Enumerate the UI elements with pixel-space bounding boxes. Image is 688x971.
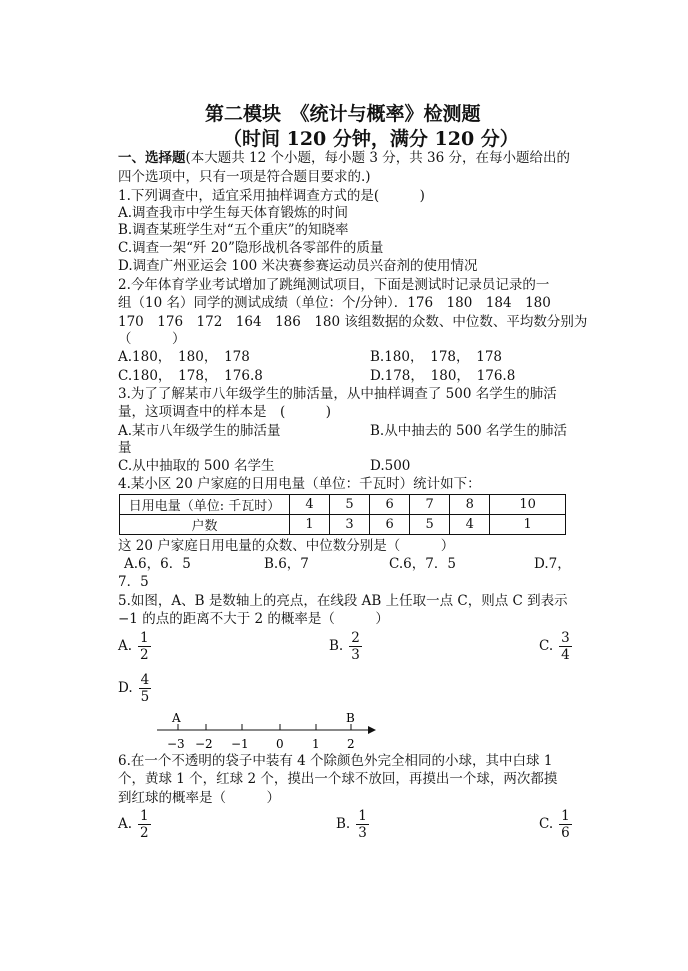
table-cell: 4 [290, 495, 330, 515]
option-label: C. [539, 638, 554, 654]
q4-option-d-cont: 7．5 [118, 574, 149, 590]
fraction [356, 808, 369, 841]
fraction-numerator: 3 [561, 630, 570, 646]
tick-label: 1 [312, 737, 320, 751]
q1-option-b: B.调查某班学生对“五个重庆”的知晓率 [118, 222, 349, 238]
q3-option-d: D.500 [370, 458, 411, 474]
q6-option-b [336, 808, 369, 841]
q6-line3: 到红球的概率是（ ） [118, 790, 280, 806]
table-header-cell: 日用电量（单位: 千瓦时） [120, 495, 290, 515]
fraction-numerator: 1 [561, 808, 570, 824]
fraction [559, 630, 572, 663]
q3-option-b-cont: 量 [118, 440, 132, 456]
q4-question: 这 20 户家庭日用电量的众数、中位数分别是（ ） [118, 538, 455, 554]
q1-option-c: C.调查一架“歼 20”隐形战机各零部件的质量 [118, 240, 384, 256]
option-label: D. [118, 680, 133, 696]
fraction-numerator: 1 [358, 808, 367, 824]
section-intro-text: (本大题共 12 个小题，每小题 3 分，共 36 分，在每小题给出的 [185, 150, 570, 166]
q2-line4: （ ） [118, 331, 186, 347]
option-label: A. [118, 638, 133, 654]
fraction [559, 808, 572, 841]
q3-line2: 量，这项调查中的样本是 ( ) [118, 404, 332, 420]
table-cell: 5 [330, 495, 370, 515]
fraction-denominator: 2 [140, 825, 149, 841]
table-cell: 5 [410, 515, 450, 535]
q2-line3: 170 176 172 164 186 180 该组数据的众数、中位数、平均数分别为 [118, 314, 588, 330]
axis-arrow-icon [368, 726, 376, 734]
q3-option-a: A.某市八年级学生的肺活量 [118, 423, 281, 439]
q5-option-c [539, 630, 572, 663]
fraction-denominator: 5 [140, 689, 150, 705]
q4-option-b: B.6，7 [264, 556, 309, 572]
tick-label: −1 [231, 737, 249, 751]
q2-line2: 组（10 名）同学的测试成绩（单位：个/分钟）．176 180 184 180 [118, 295, 551, 311]
q4-stem: 4.某小区 20 户家庭的日用电量（单位：千瓦时）统计如下： [118, 476, 481, 492]
q6-line2: 个，黄球 1 个，红球 2 个，摸出一个球不放回，再摸出一个球，两次都摸 [118, 771, 558, 787]
tick-label: 0 [276, 737, 284, 751]
point-a-label: A [172, 711, 181, 725]
q6-option-c [539, 808, 572, 841]
option-label: B. [336, 816, 351, 832]
option-label: B. [329, 638, 344, 654]
fraction-denominator: 6 [561, 825, 570, 841]
tick-label: −3 [167, 737, 185, 751]
fraction-denominator: 2 [140, 647, 149, 663]
section-intro-line1 [118, 151, 570, 166]
number-line-figure [150, 708, 380, 754]
tick-label: −2 [195, 737, 213, 751]
electricity-table [119, 494, 566, 535]
fraction-numerator: 2 [351, 630, 360, 646]
q3-line1: 3.为了了解某市八年级学生的肺活量，从中抽样调查了 500 名学生的肺活 [118, 386, 557, 402]
table-cell: 6 [370, 495, 410, 515]
q4-option-d: D.7， [534, 556, 571, 572]
table-row [120, 495, 566, 515]
fraction-numerator: 1 [140, 630, 149, 646]
q2-option-c: C.180， 178， 176.8 [118, 368, 263, 384]
table-cell: 1 [290, 515, 330, 535]
q2-option-d: D.178， 180， 176.8 [370, 368, 516, 384]
fraction-denominator: 4 [561, 647, 570, 663]
q2-option-b: B.180， 178， 178 [370, 349, 503, 365]
table-header-cell: 户数 [120, 515, 290, 535]
fraction-denominator: 3 [351, 647, 360, 663]
option-label: C. [539, 816, 554, 832]
q5-line2: −1 的点的距离不大于 2 的概率是（ ） [118, 611, 389, 627]
q5-option-a [118, 630, 151, 663]
table-cell: 1 [490, 515, 566, 535]
table-cell: 4 [450, 515, 490, 535]
q5-option-b [329, 630, 362, 663]
q4-option-c: C.6，7．5 [389, 556, 456, 572]
q2-line1: 2.今年体育学业考试增加了跳绳测试项目，下面是测试时记录员记录的一 [118, 277, 550, 293]
option-label: A. [118, 816, 133, 832]
fraction [139, 672, 152, 705]
q4-option-a: A.6，6．5 [124, 556, 191, 572]
page-title: 第二模块 《统计与概率》检测题 [205, 103, 481, 125]
table-cell: 10 [490, 495, 566, 515]
q6-option-a [118, 808, 151, 841]
table-cell: 6 [370, 515, 410, 535]
q5-option-d [118, 672, 151, 705]
table-cell: 7 [410, 495, 450, 515]
q1-stem: 1.下列调查中，适宜采用抽样调查方式的是( ) [118, 188, 425, 204]
table-cell: 3 [330, 515, 370, 535]
q2-option-a: A.180， 180， 178 [118, 349, 250, 365]
q3-option-c: C.从中抽取的 500 名学生 [118, 458, 275, 474]
fraction-denominator: 3 [358, 825, 367, 841]
tick-label: 2 [347, 737, 355, 751]
q6-line1: 6.在一个不透明的袋子中装有 4 个除颜色外完全相同的小球，其中白球 1 [118, 753, 553, 769]
fraction [349, 630, 362, 663]
q5-line1: 5.如图，A、B 是数轴上的亮点，在线段 AB 上任取一点 C，则点 C 到表示 [118, 593, 568, 609]
section-intro-line2: 四个选项中，只有一项是符合题目要求的.) [118, 169, 371, 185]
point-b-label: B [346, 711, 355, 725]
fraction-numerator: 1 [140, 808, 149, 824]
fraction-numerator: 4 [140, 672, 150, 688]
fraction [138, 630, 151, 663]
table-cell: 8 [450, 495, 490, 515]
q3-option-b: B.从中抽去的 500 名学生的肺活 [370, 423, 568, 439]
q1-option-d: D.调查广州亚运会 100 米决赛参赛运动员兴奋剂的使用情况 [118, 258, 478, 274]
table-row [120, 515, 566, 535]
page-subtitle: （时间 120 分钟，满分 120 分） [223, 128, 519, 150]
section-heading: 一、选择题 [118, 150, 186, 166]
fraction [138, 808, 151, 841]
q1-option-a: A.调查我市中学生每天体育锻炼的时间 [118, 205, 349, 221]
